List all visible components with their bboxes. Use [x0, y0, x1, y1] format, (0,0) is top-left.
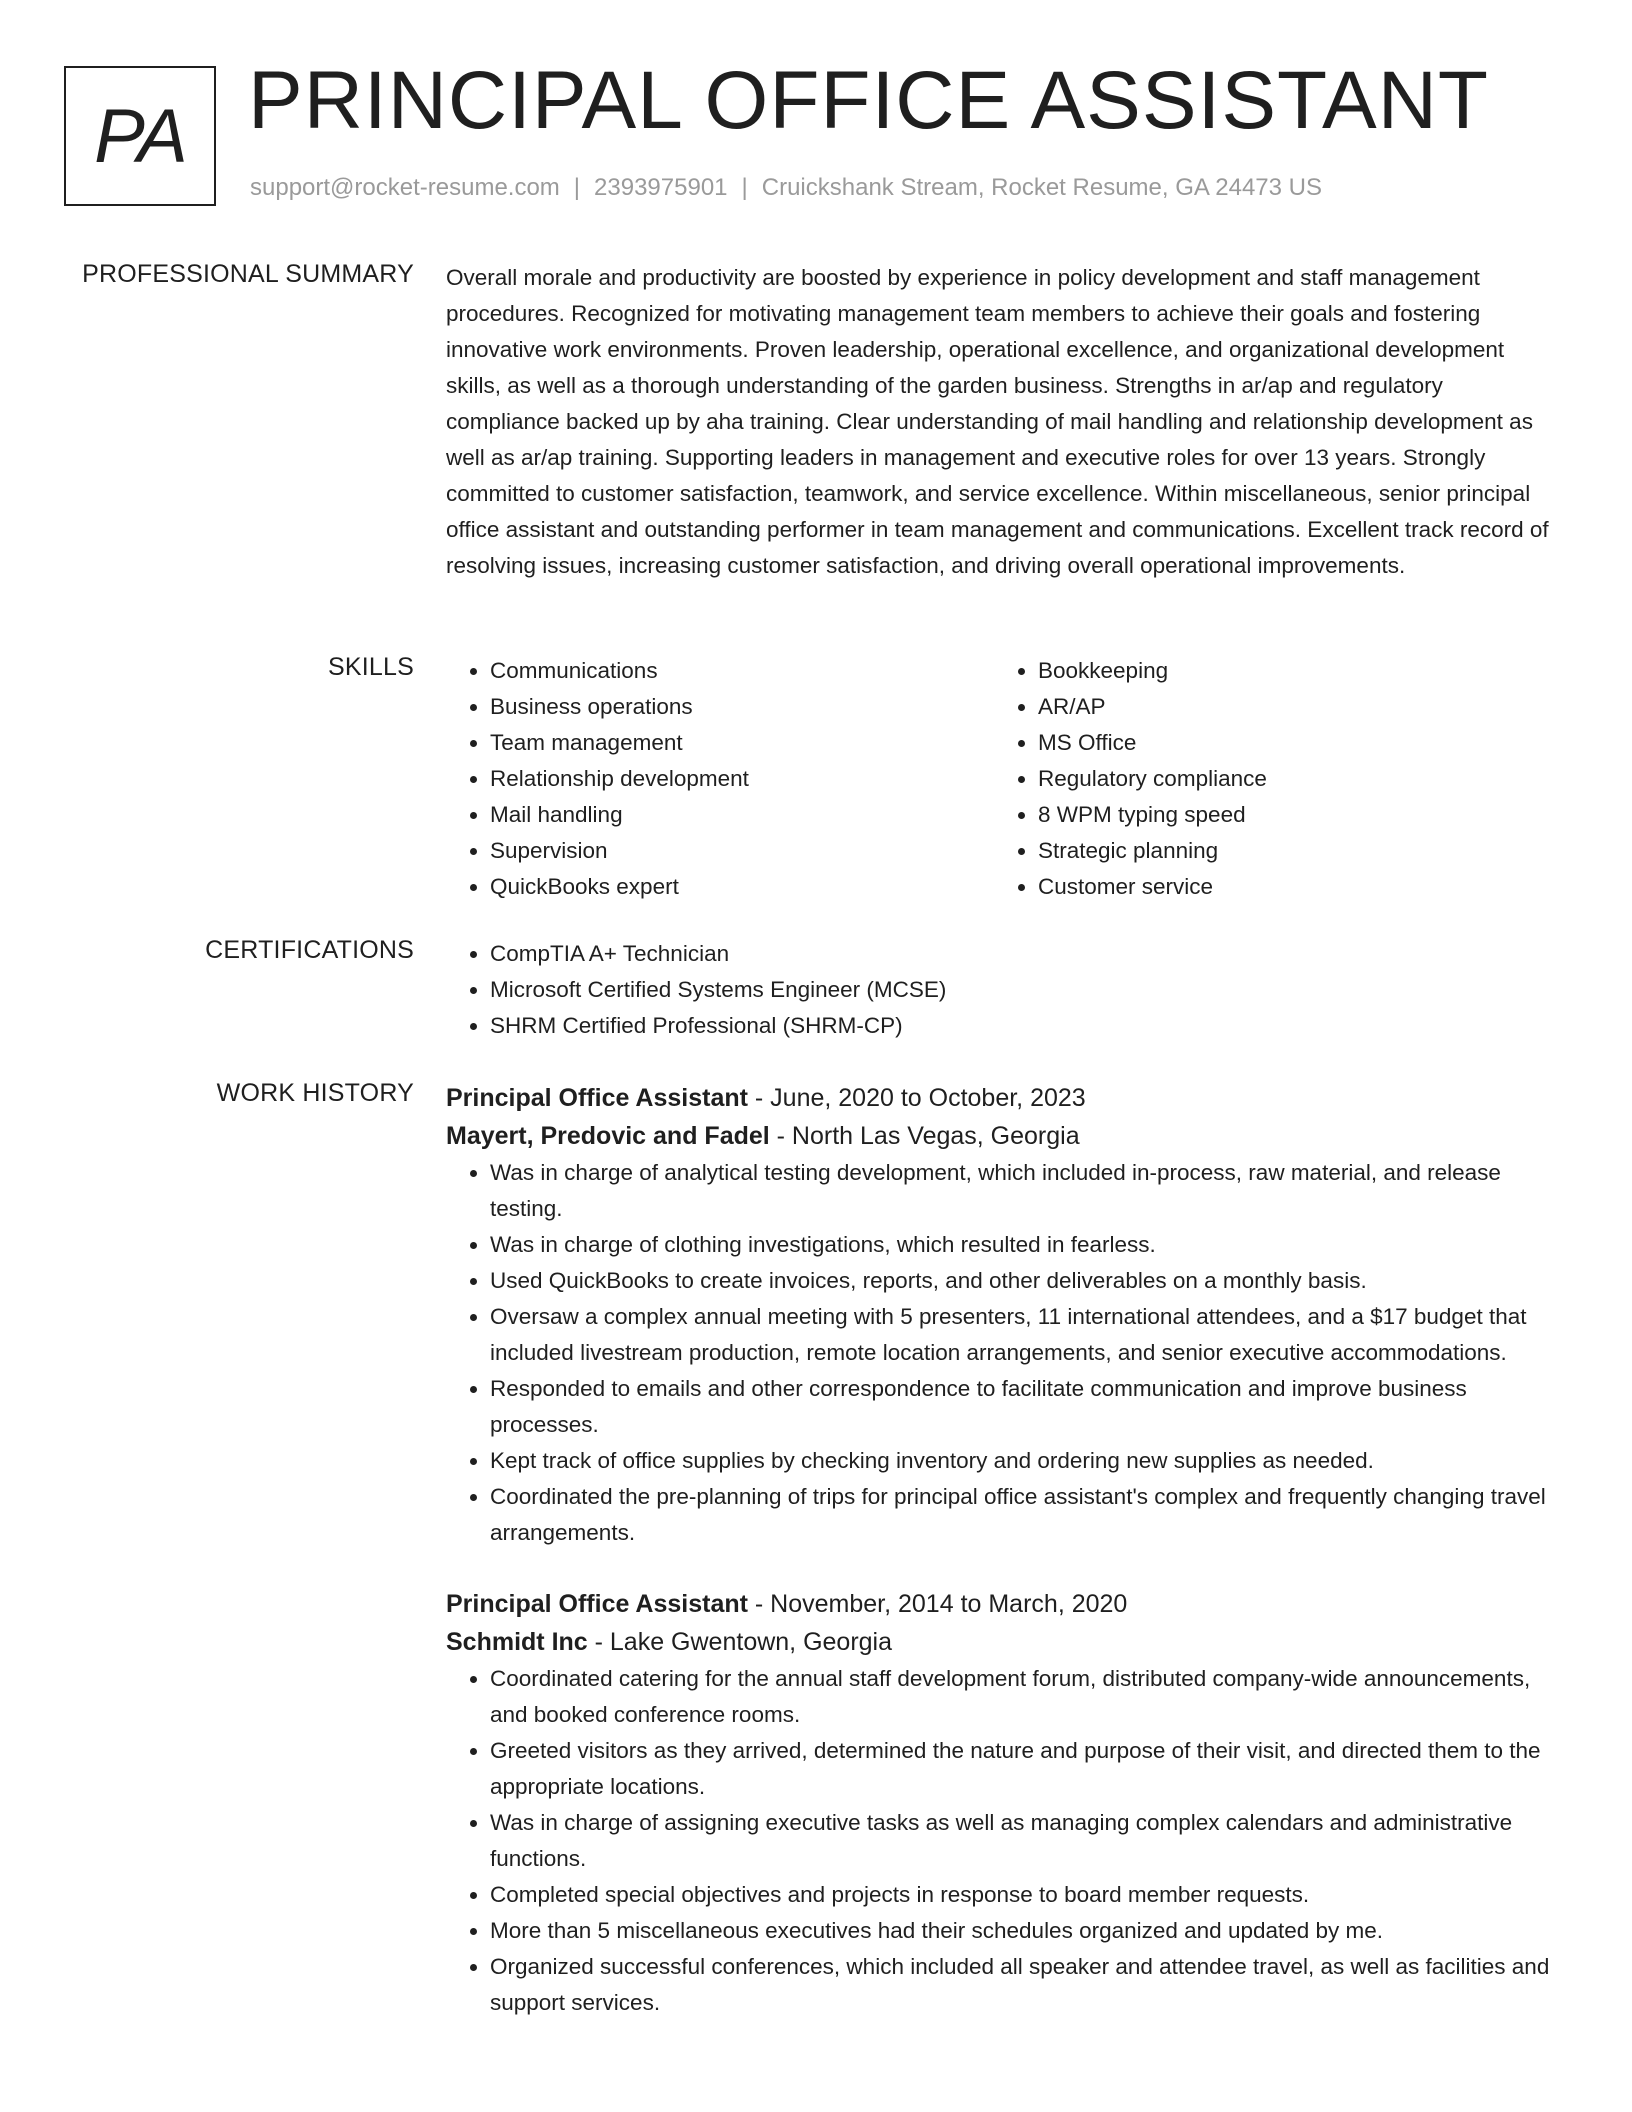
contact-phone[interactable]: 2393975901: [594, 174, 728, 201]
skill-item: • Customer service: [1038, 869, 1542, 905]
contact-separator: |: [741, 174, 748, 201]
skill-item: • Team management: [490, 725, 994, 761]
job-bullet: • Was in charge of analytical testing development, which included in-process, raw material, and release testing.: [490, 1155, 1562, 1227]
skill-item: • Mail handling: [490, 797, 994, 833]
page-title: PRINCIPAL OFFICE ASSISTANT: [248, 55, 1490, 146]
job-bullet: • Was in charge of assigning executive tasks as well as managing complex calendars and administrative functions.: [490, 1805, 1562, 1877]
skills-list-left: [446, 653, 994, 905]
summary-text: Overall morale and productivity are boosted by experience in policy development and staff management procedures. Recognized for motivating management team members to achieve their goals and fostering innovative work environments. Proven leadership, operational excellence, and organizational development skills, as well as a thorough understanding of the garden business. Strengths in ar/ap and regulatory compliance backed up by aha training. Clear understanding of mail handling and relationship development as well as ar/ap training. Supporting leaders in management and executive roles for over 13 years. Strongly committed to customer satisfaction, teamwork, and service excellence. Within miscellaneous, senior principal office assistant and outstanding performer in team management and communications. Excellent track record of resolving issues, increasing customer satisfaction, and driving overall operational improvements.: [446, 265, 1549, 578]
contact-separator: |: [573, 174, 581, 201]
job-bullet: • Was in charge of clothing investigations, which resulted in fearless.: [490, 1227, 1562, 1263]
job-company: Schmidt Inc: [446, 1628, 588, 1656]
job-bullets: [446, 1661, 1562, 2021]
certifications-list: [446, 936, 1562, 1044]
job-dates: - November, 2014 to March, 2020: [747, 1590, 1128, 1618]
skill-item: • Bookkeeping: [1038, 653, 1542, 689]
contact-address: Cruickshank Stream, Rocket Resume, GA 24473 US: [761, 174, 1322, 201]
job-bullets: [446, 1155, 1562, 1551]
certification-item: • Microsoft Certified Systems Engineer (MCSE): [490, 972, 1562, 1008]
job-bullet: • Coordinated the pre-planning of trips for principal office assistant's complex and frequently changing travel arrangements.: [490, 1479, 1562, 1551]
job-dates: - June, 2020 to October, 2023: [747, 1084, 1086, 1112]
job-company: Mayert, Predovic and Fadel: [446, 1122, 770, 1150]
job-bullet: • Used QuickBooks to create invoices, reports, and other deliverables on a monthly basis.: [490, 1263, 1562, 1299]
skill-item: • QuickBooks expert: [490, 869, 994, 905]
job-title-line: [446, 1079, 1562, 1117]
job-bullet: • Organized successful conferences, which included all speaker and attendee travel, as well as facilities and support services.: [490, 1949, 1562, 2021]
skills-list-right: [994, 653, 1542, 905]
job-location: - North Las Vegas, Georgia: [769, 1122, 1080, 1150]
job-company-line: [446, 1623, 1562, 1661]
job-bullet: • Greeted visitors as they arrived, determined the nature and purpose of their visit, and directed them to the appropriate locations.: [490, 1733, 1562, 1805]
job-entry: [446, 1079, 1562, 1551]
contact-email[interactable]: support@rocket-resume.com: [250, 174, 560, 201]
job-bullet: • Oversaw a complex annual meeting with 5 presenters, 11 international attendees, and a $17 budget that included livestream production, remote location arrangements, and senior executive accommodations.: [490, 1299, 1562, 1371]
certification-item: • SHRM Certified Professional (SHRM-CP): [490, 1008, 1562, 1044]
job-bullet: • Kept track of office supplies by checking inventory and ordering new supplies as needed.: [490, 1443, 1562, 1479]
skill-item: • Communications: [490, 653, 994, 689]
job-bullet: • Responded to emails and other correspondence to facilitate communication and improve business processes.: [490, 1371, 1562, 1443]
job-title-line: [446, 1585, 1562, 1623]
job-bullet: • Coordinated catering for the annual staff development forum, distributed company-wide announcements, and booked conference rooms.: [490, 1661, 1562, 1733]
skill-item: • 8 WPM typing speed: [1038, 797, 1542, 833]
summary-heading: PROFESSIONAL SUMMARY: [82, 260, 414, 288]
job-title: Principal Office Assistant: [446, 1084, 748, 1112]
job-bullet: • More than 5 miscellaneous executives had their schedules organized and updated by me.: [490, 1913, 1562, 1949]
skill-item: • Regulatory compliance: [1038, 761, 1542, 797]
skill-item: • AR/AP: [1038, 689, 1542, 725]
skill-item: • Supervision: [490, 833, 994, 869]
job-company-line: [446, 1117, 1562, 1155]
work-history-heading: WORK HISTORY: [216, 1079, 414, 1107]
skills-heading: SKILLS: [328, 653, 414, 681]
skill-item: • Relationship development: [490, 761, 994, 797]
job-location: - Lake Gwentown, Georgia: [587, 1628, 893, 1656]
monogram-logo: PA: [64, 66, 216, 206]
job-bullet: • Completed special objectives and projects in response to board member requests.: [490, 1877, 1562, 1913]
certifications-heading: CERTIFICATIONS: [205, 936, 414, 964]
contact-line: [250, 174, 1322, 202]
job-title: Principal Office Assistant: [446, 1590, 748, 1618]
skill-item: • Strategic planning: [1038, 833, 1542, 869]
job-entry: [446, 1585, 1562, 2021]
certification-item: • CompTIA A+ Technician: [490, 936, 1562, 972]
skill-item: • MS Office: [1038, 725, 1542, 761]
skill-item: • Business operations: [490, 689, 994, 725]
